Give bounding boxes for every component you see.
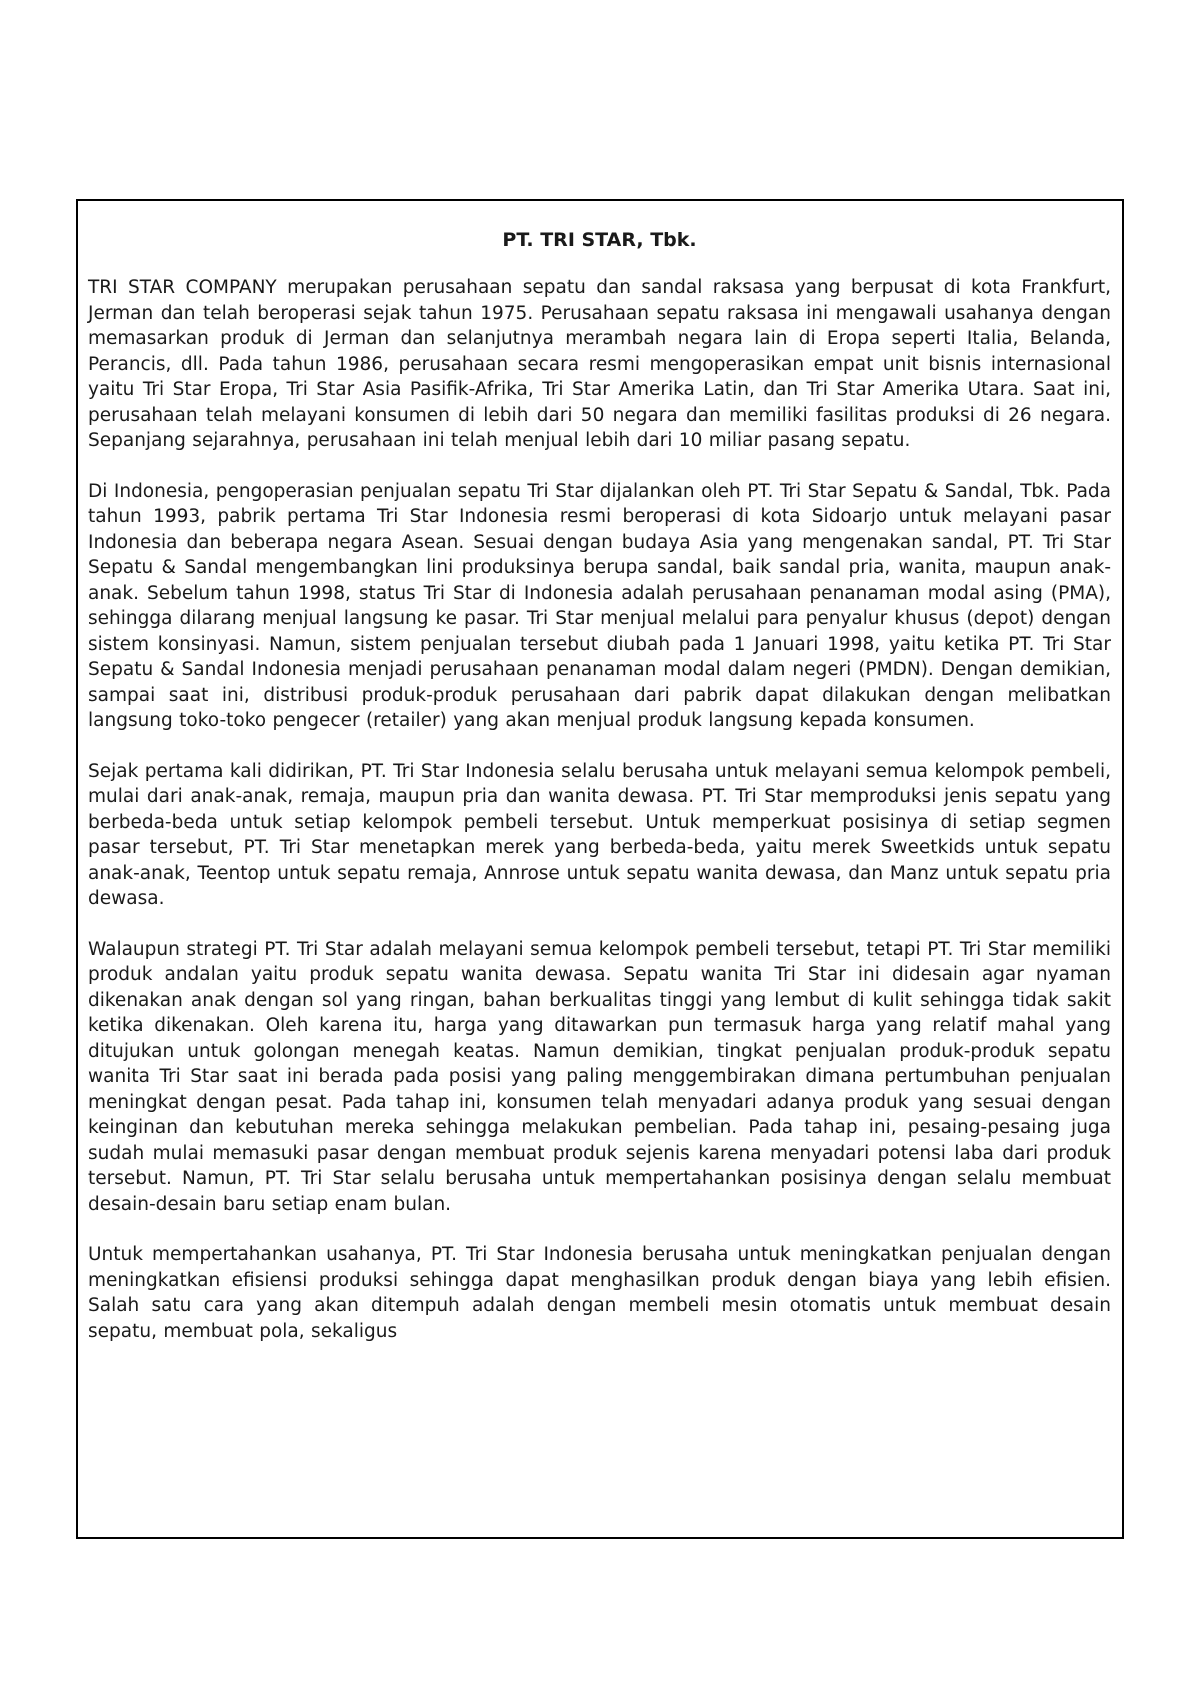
document-frame xyxy=(76,199,1124,1539)
paragraph-market-segments: Sejak pertama kali didirikan, PT. Tri Star Indonesia selalu berusaha untuk melayani semua kelompok pembeli, mulai dari anak-anak, remaja, maupun pria dan wanita dewasa. PT. Tri Star memproduksi jenis sepatu yang berbeda-beda untuk setiap kelompok pembeli tersebut. Untuk memperkuat posisinya di setiap segmen pasar tersebut, PT. Tri Star menetapkan merek yang berbeda-beda, yaitu merek Sweetkids untuk sepatu anak-anak, Teentop untuk sepatu remaja, Annrose untuk sepatu wanita dewasa, dan Manz untuk sepatu pria dewasa. xyxy=(88,760,1111,909)
paragraph-flagship-product: Walaupun strategi PT. Tri Star adalah melayani semua kelompok pembeli tersebut, tetapi PT. Tri Star memiliki produk andalan yaitu produk sepatu wanita dewasa. Sepatu wanita Tri Star ini didesain agar nyaman dikenakan anak dengan sol yang ringan, bahan berkualitas tinggi yang lembut di kulit sehingga tidak sakit ketika dikenakan. Oleh karena itu, harga yang ditawarkan pun termasuk harga yang relatif mahal yang ditujukan untuk golongan menegah keatas. Namun demikian, tingkat penjualan produk-produk sepatu wanita Tri Star saat ini berada pada posisi yang paling menggembirakan dimana pertumbuhan penjualan meningkat dengan pesat. Pada tahap ini, konsumen telah menyadari adanya produk yang sesuai dengan keinginan dan kebutuhan mereka sehingga melakukan pembelian. Pada tahap ini, pesaing-pesaing juga sudah mulai memasuki pasar dengan membuat produk sejenis karena menyadari potensi laba dari produk tersebut. Namun, PT. Tri Star selalu berusaha untuk mempertahankan posisinya dengan selalu membuat desain-desain baru setiap enam bulan. xyxy=(88,938,1111,1215)
document-content xyxy=(78,201,1122,1344)
paragraph-company-history: TRI STAR COMPANY merupakan perusahaan sepatu dan sandal raksasa yang berpusat di kota Frankfurt, Jerman dan telah beroperasi sejak tahun 1975. Perusahaan sepatu raksasa ini mengawali usahanya dengan memasarkan produk di Jerman dan selanjutnya merambah negara lain di Eropa seperti Italia, Belanda, Perancis, dll. Pada tahun 1986, perusahaan secara resmi mengoperasikan empat unit bisnis internasional yaitu Tri Star Eropa, Tri Star Asia Pasifik-Afrika, Tri Star Amerika Latin, dan Tri Star Amerika Utara. Saat ini, perusahaan telah melayani konsumen di lebih dari 50 negara dan memiliki fasilitas produksi di 26 negara. Sepanjang sejarahnya, perusahaan ini telah menjual lebih dari 10 miliar pasang sepatu. xyxy=(88,277,1111,451)
document-title: PT. TRI STAR, Tbk. xyxy=(502,229,697,251)
paragraph-efficiency-strategy: Untuk mempertahankan usahanya, PT. Tri Star Indonesia berusaha untuk meningkatkan penjualan dengan meningkatkan efisiensi produksi sehingga dapat menghasilkan produk dengan biaya yang lebih efisien. Salah satu cara yang akan ditempuh adalah dengan membeli mesin otomatis untuk membuat desain sepatu, membuat pola, sekaligus xyxy=(88,1244,1111,1342)
paragraph-indonesia-operations: Di Indonesia, pengoperasian penjualan sepatu Tri Star dijalankan oleh PT. Tri Star Sepatu & Sandal, Tbk. Pada tahun 1993, pabrik pertama Tri Star Indonesia resmi beroperasi di kota Sidoarjo untuk melayani pasar Indonesia dan beberapa negara Asean. Sesuai dengan budaya Asia yang mengenakan sandal, PT. Tri Star Sepatu & Sandal mengembangkan lini produksinya berupa sandal, baik sandal pria, wanita, maupun anak-anak. Sebelum tahun 1998, status Tri Star di Indonesia adalah perusahaan penanaman modal asing (PMA), sehingga dilarang menjual langsung ke pasar. Tri Star menjual melalui para penyalur khusus (depot) dengan sistem konsinyasi. Namun, sistem penjualan tersebut diubah pada 1 Januari 1998, yaitu ketika PT. Tri Star Sepatu & Sandal Indonesia menjadi perusahaan penanaman modal dalam negeri (PMDN). Dengan demikian, sampai saat ini, distribusi produk-produk perusahaan dari pabrik dapat dilakukan dengan melibatkan langsung toko-toko pengecer (retailer) yang akan menjual produk langsung kepada konsumen. xyxy=(88,480,1111,731)
